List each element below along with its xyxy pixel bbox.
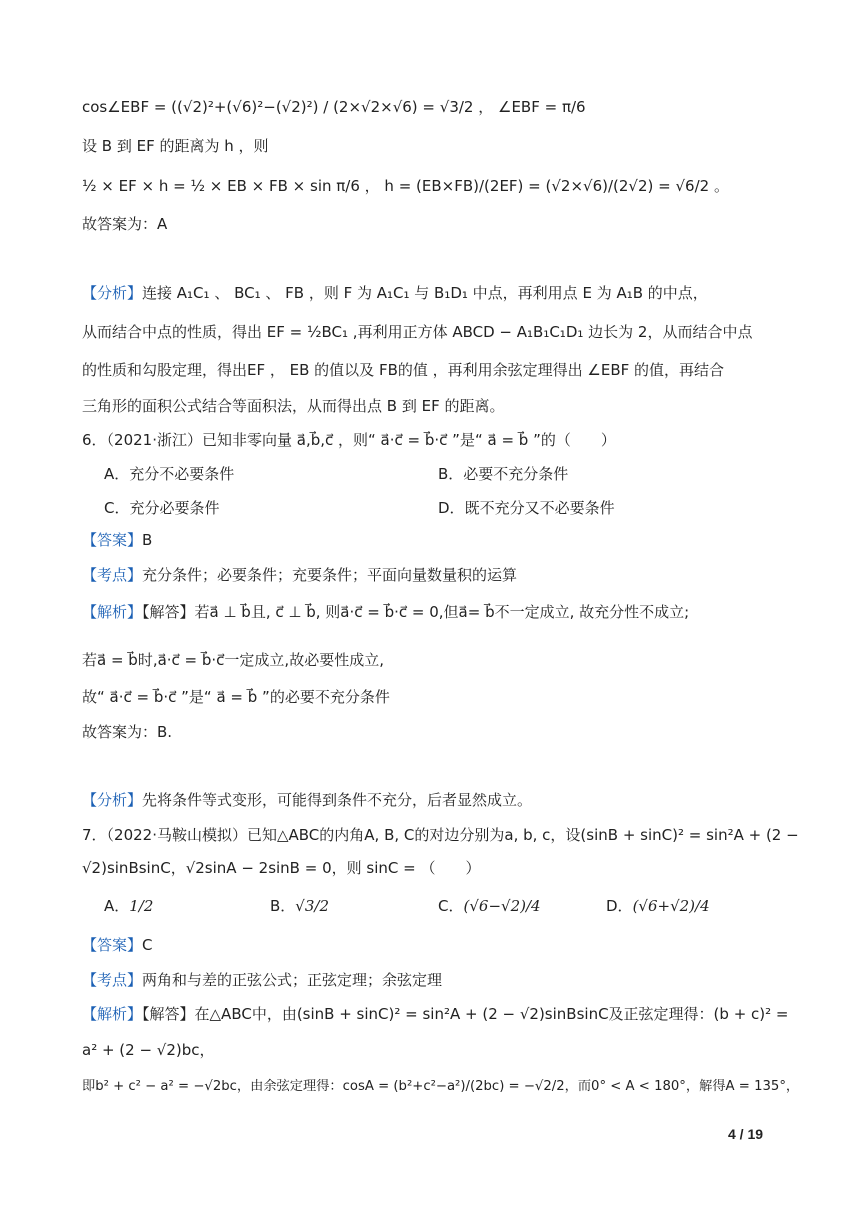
q7-jiexi-line2: a² + (2 − √2)bc，	[82, 1041, 215, 1059]
q6-answer: 【答案】B	[82, 531, 153, 549]
q6-jiexi-line1: 【解析】【解答】若a⃗ ⊥ b⃗且, c⃗ ⊥ b⃗, 则a⃗·c⃗ = b⃗·c⃗ = 0,但a⃗= b⃗不一定成立, 故充分性不成立;	[82, 603, 690, 621]
q6-jiexi-line2: 若a⃗ = b⃗时,a⃗·c⃗ = b⃗·c⃗一定成立,故必要性成立,	[82, 651, 384, 669]
q6-choice-b: B．必要不充分条件	[438, 465, 569, 483]
q7-jiexi-line1: 【解析】【解答】在△ABC中，由(sinB + sinC)² = sin²A + (2 − √2)sinBsinC及正弦定理得：(b + c)² =	[82, 1005, 789, 1023]
q7-kaodian: 【考点】两角和与差的正弦公式；正弦定理；余弦定理	[82, 971, 443, 989]
q6-choice-d: D．既不充分又不必要条件	[438, 499, 615, 517]
cos-ebf-formula: cos∠EBF = ((√2)²+(√6)²−(√2)²) / (2×√2×√6) = √3/2 ， ∠EBF = π/6	[82, 98, 586, 116]
distance-setup-text: 设 B 到 EF 的距离为 h ，则	[82, 137, 269, 155]
q7-choice-b: B．√3/2	[270, 897, 329, 915]
q6-answer-statement: 故答案为：B.	[82, 723, 173, 741]
q6-choice-c: C．充分必要条件	[104, 499, 220, 517]
q7-answer: 【答案】C	[82, 936, 153, 954]
analysis-q5-line3: 的性质和勾股定理，得出EF ， EB 的值以及 FB的值 ，再利用余弦定理得出 ∠EBF 的值，再结合	[82, 361, 725, 379]
answer-statement-q5: 故答案为：A	[82, 215, 168, 233]
analysis-q5-line4: 三角形的面积公式结合等面积法，从而得出点 B 到 EF 的距离。	[82, 397, 505, 415]
q6-choice-a: A．充分不必要条件	[104, 465, 235, 483]
analysis-tag: 【分析】	[82, 284, 143, 302]
q7-choice-c: C．(√6−√2)/4	[438, 897, 541, 915]
page-number: 4 / 19	[728, 1126, 764, 1142]
analysis-text: 连接 A₁C₁ 、 BC₁ 、 FB ，则 F 为 A₁C₁ 与 B₁D₁ 中点，再利用点 E 为 A₁B 的中点，	[142, 284, 708, 302]
q6-fenxi: 【分析】先将条件等式变形，可能得到条件不充分，后者显然成立。	[82, 791, 533, 809]
q7-choice-a: A．1/2	[104, 897, 154, 915]
q7-choice-d: D．(√6+√2)/4	[606, 897, 710, 915]
analysis-q5-line1	[82, 283, 708, 303]
question-7-stem-line1: 7．（2022·马鞍山模拟）已知△ABC的内角A, B, C的对边分别为a, b, c，设(sinB + sinC)² = sin²A + (2 −	[82, 826, 799, 844]
analysis-q5-line2: 从而结合中点的性质，得出 EF = ½BC₁ ,再利用正方体 ABCD − A₁B₁C₁D₁ 边长为 2，从而结合中点	[82, 323, 753, 341]
q7-jiexi-line3: 即b² + c² − a² = −√2bc，由余弦定理得：cosA = (b²+c²−a²)/(2bc) = −√2/2，而0° < A < 180°，解得A = 135°，	[82, 1079, 800, 1094]
q6-jiexi-line3: 故“ a⃗·c⃗ = b⃗·c⃗ ”是“ a⃗ = b⃗ ”的必要不充分条件	[82, 688, 390, 706]
q6-kaodian: 【考点】充分条件；必要条件；充要条件；平面向量数量积的运算	[82, 566, 518, 584]
question-6-stem: 6．（2021·浙江）已知非零向量 a⃗,b⃗,c⃗ ，则“ a⃗·c⃗ = b⃗·c⃗ ”是“ a⃗ = b⃗ ”的（ ）	[82, 431, 616, 449]
question-7-stem-line2: √2)sinBsinC，√2sinA − 2sinB = 0，则 sinC = （ ）	[82, 859, 481, 877]
area-equation: ½ × EF × h = ½ × EB × FB × sin π/6 ， h = (EB×FB)/(2EF) = (√2×√6)/(2√2) = √6/2 。	[82, 177, 729, 195]
